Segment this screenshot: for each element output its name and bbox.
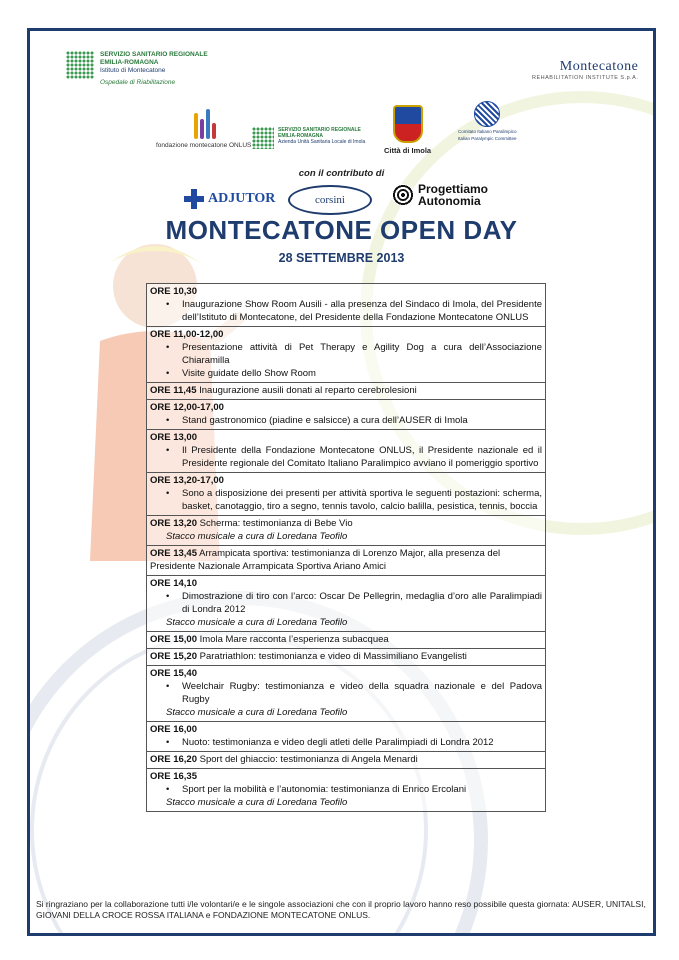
program-row	[147, 632, 546, 649]
program-cell	[147, 576, 546, 632]
program-row-head	[150, 753, 542, 766]
program-bullet	[150, 298, 542, 324]
program-cell	[147, 752, 546, 769]
program-time: ORE 13,00	[150, 432, 197, 443]
program-bullet-text: Inaugurazione Show Room Ausili - alla presenza del Sindaco di Imola, del Presidente dell’Istituto di Montecatone, del Presidente della Fondazione Montecatone ONLUS	[182, 299, 542, 323]
montecatone-name: Montecatone	[559, 59, 639, 74]
program-row	[147, 430, 546, 473]
adjutor-logo	[184, 189, 275, 209]
music-interlude-note: Stacco musicale a cura di Loredana Teofilo	[166, 531, 348, 542]
program-cell	[147, 666, 546, 722]
program-row-head	[150, 285, 542, 298]
program-cell	[147, 327, 546, 383]
program-time: ORE 13,20	[150, 518, 197, 529]
program-bullet	[150, 487, 542, 513]
program-description: Inaugurazione ausili donati al reparto cerebrolesioni	[199, 385, 417, 396]
program-row	[147, 576, 546, 632]
program-cell	[147, 546, 546, 576]
montecatone-logo	[532, 59, 638, 81]
poster-frame	[27, 28, 656, 936]
program-row-head	[150, 328, 542, 341]
program-time: ORE 13,20-17,00	[150, 475, 224, 486]
page-title: MONTECATONE OPEN DAY	[165, 215, 518, 245]
ssr-logo	[66, 51, 208, 87]
progettiamo-text: Progettiamo	[418, 182, 489, 196]
program-cell	[147, 769, 546, 812]
program-bullet	[150, 736, 542, 749]
program-row	[147, 327, 546, 383]
ssr2-line1: SERVIZIO SANITARIO REGIONALE	[278, 127, 361, 133]
program-cell	[147, 649, 546, 666]
program-description: Scherma: testimonianza di Bebe Vio	[199, 518, 353, 529]
program-row	[147, 516, 546, 546]
cip-line2: Italian Paralympic Committee	[458, 136, 517, 141]
program-time: ORE 15,20	[150, 651, 197, 662]
program-row-head	[150, 517, 542, 530]
program-cell	[147, 632, 546, 649]
program-time: ORE 13,45	[150, 548, 197, 559]
bullet-icon: •	[166, 368, 170, 379]
bullet-icon: •	[166, 299, 170, 310]
program-cell	[147, 284, 546, 327]
program-cell	[147, 400, 546, 430]
ssr-line1: SERVIZIO SANITARIO REGIONALE	[100, 51, 208, 58]
imola-logo	[384, 105, 431, 155]
program-time: ORE 15,40	[150, 668, 197, 679]
fondazione-logo	[156, 107, 251, 149]
program-time: ORE 16,35	[150, 771, 197, 782]
program-row	[147, 284, 546, 327]
ssr2-grid-icon	[252, 127, 274, 149]
program-time: ORE 16,00	[150, 724, 197, 735]
program-bullet-text: Stand gastronomico (piadine e salsicce) a cura dell’AUSER di Imola	[182, 415, 468, 426]
program-bullet-text: Presentazione attività di Pet Therapy e Agility Dog a cura dell’Associazione Chiaramilla	[182, 342, 542, 366]
contributo-label: con il contributo di	[298, 168, 385, 179]
autonomia-text: Autonomia	[418, 194, 481, 208]
bullet-icon: •	[166, 681, 170, 692]
bullet-icon: •	[166, 342, 170, 353]
adjutor-name: ADJUTOR	[208, 191, 276, 206]
program-row-head	[150, 384, 542, 397]
program-row	[147, 752, 546, 769]
program-description: Sport del ghiaccio: testimonianza di Angela Menardi	[199, 754, 418, 765]
program-bullet	[150, 783, 542, 796]
program-row-head	[150, 431, 542, 444]
bullet-icon: •	[166, 488, 170, 499]
progettiamo-logo	[392, 183, 488, 207]
program-description: Imola Mare racconta l’esperienza subacquea	[199, 634, 389, 645]
program-bullet-text: Sport per la mobilità e l’autonomia: testimonianza di Enrico Ercolani	[182, 784, 467, 795]
ssr2-line3: Azienda Unità Sanitaria Locale di Imola	[278, 139, 366, 145]
program-row	[147, 666, 546, 722]
program-time: ORE 12,00-17,00	[150, 402, 224, 413]
cip-logo	[458, 101, 517, 141]
bullet-icon: •	[166, 591, 170, 602]
program-time: ORE 15,00	[150, 634, 197, 645]
bullet-icon: •	[166, 445, 170, 456]
thanks-note: Si ringraziano per la collaborazione tutti i/le volontari/e e le singole associazioni che con il proprio lavoro hanno reso possibile questa giornata: AUSER, UNITALSI, GIOVANI DELLA CROCE ROSSA ITALIANA e FONDAZIONE MONTECATONE ONLUS.	[36, 899, 646, 920]
partner-logos-row	[30, 101, 653, 171]
program-bullet-text: Visite guidate dello Show Room	[182, 368, 316, 379]
program-cell	[147, 430, 546, 473]
program-table	[146, 283, 546, 812]
bullet-icon: •	[166, 784, 170, 795]
program-bullet-text: Il Presidente della Fondazione Montecatone ONLUS, il Presidente nazionale ed il Presidente regionale del Comitato Italiano Paralimpico avviano il pomeriggio sportivo	[182, 445, 542, 469]
program-description: Paratriathlon: testimonianza e video di Massimiliano Evangelisti	[199, 651, 467, 662]
program-row-head	[150, 650, 542, 663]
swirl-icon	[392, 184, 414, 206]
program-bullet	[150, 341, 542, 367]
program-row-head	[150, 770, 542, 783]
ssr-grid-icon	[66, 51, 94, 79]
bullet-icon: •	[166, 737, 170, 748]
program-cell	[147, 383, 546, 400]
program-row	[147, 400, 546, 430]
music-interlude-note: Stacco musicale a cura di Loredana Teofilo	[166, 617, 348, 628]
program-bullet-text: Nuoto: testimonianza e video degli atleti delle Paralimpiadi di Londra 2012	[182, 737, 494, 748]
program-bullet-text: Dimostrazione di tiro con l’arco: Oscar De Pellegrin, medaglia d’oro alle Paralimpiadi di Londra 2012	[182, 591, 542, 615]
program-row	[147, 473, 546, 516]
program-bullet-text: Sono a disposizione dei presenti per attività sportiva le seguenti postazioni: scherma, basket, canotaggio, tiro a segno, tennis tavolo, calcio balilla, pesistica, tennis, boccia	[182, 488, 542, 512]
program-row-head	[150, 577, 542, 590]
medical-cross-icon	[184, 189, 204, 209]
program-time: ORE 11,45	[150, 385, 197, 396]
program-bullet	[150, 444, 542, 470]
sponsor-logos-row	[30, 183, 653, 217]
ssr-line4: Ospedale di Riabilitazione	[100, 79, 176, 86]
corsini-name: corsini	[288, 185, 372, 215]
montecatone-tagline: REHABILITATION INSTITUTE S.p.A.	[532, 75, 639, 81]
bullet-icon: •	[166, 415, 170, 426]
program-cell	[147, 516, 546, 546]
program-row-head	[150, 401, 542, 414]
imola-crest-icon	[393, 105, 423, 143]
program-time: ORE 16,20	[150, 754, 197, 765]
program-time: ORE 14,10	[150, 578, 197, 589]
corsini-logo	[288, 185, 372, 215]
program-row	[147, 769, 546, 812]
program-bullet	[150, 414, 542, 427]
imola-text: Città di Imola	[384, 146, 432, 155]
program-bullet	[150, 590, 542, 616]
ssr-line2: EMILIA-ROMAGNA	[100, 59, 159, 66]
program-row	[147, 649, 546, 666]
program-bullet-text: Weelchair Rugby: testimonianza e video della squadra nazionale e del Padova Rugby	[182, 681, 542, 705]
music-interlude-note: Stacco musicale a cura di Loredana Teofilo	[166, 707, 348, 718]
cip-line1: Comitato Italiano Paralimpico	[458, 129, 517, 134]
program-time: ORE 11,00-12,00	[150, 329, 224, 340]
program-row-head	[150, 474, 542, 487]
event-date: 28 SETTEMBRE 2013	[278, 251, 405, 265]
program-row-head	[150, 547, 542, 573]
ssr2-line2: EMILIA-ROMAGNA	[278, 133, 323, 139]
program-row-head	[150, 633, 542, 646]
program-cell	[147, 473, 546, 516]
ssr-line3: Istituto di Montecatone	[100, 67, 166, 74]
music-interlude-note: Stacco musicale a cura di Loredana Teofilo	[166, 797, 348, 808]
program-bullet	[150, 680, 542, 706]
program-row-head	[150, 667, 542, 680]
program-row-head	[150, 723, 542, 736]
program-row	[147, 546, 546, 576]
ssr-logo-2	[252, 127, 365, 149]
program-row	[147, 383, 546, 400]
cip-globe-icon	[474, 101, 500, 127]
program-cell	[147, 722, 546, 752]
program-row	[147, 722, 546, 752]
program-bullet	[150, 367, 542, 380]
program-time: ORE 10,30	[150, 286, 197, 297]
fondazione-mark-icon	[190, 107, 218, 139]
fondazione-text: fondazione montecatone ONLUS	[156, 142, 252, 149]
program-description: Arrampicata sportiva: testimonianza di Lorenzo Major, alla presenza del Presidente Nazionale Arrampicata Sportiva Ariano Amici	[150, 548, 501, 572]
